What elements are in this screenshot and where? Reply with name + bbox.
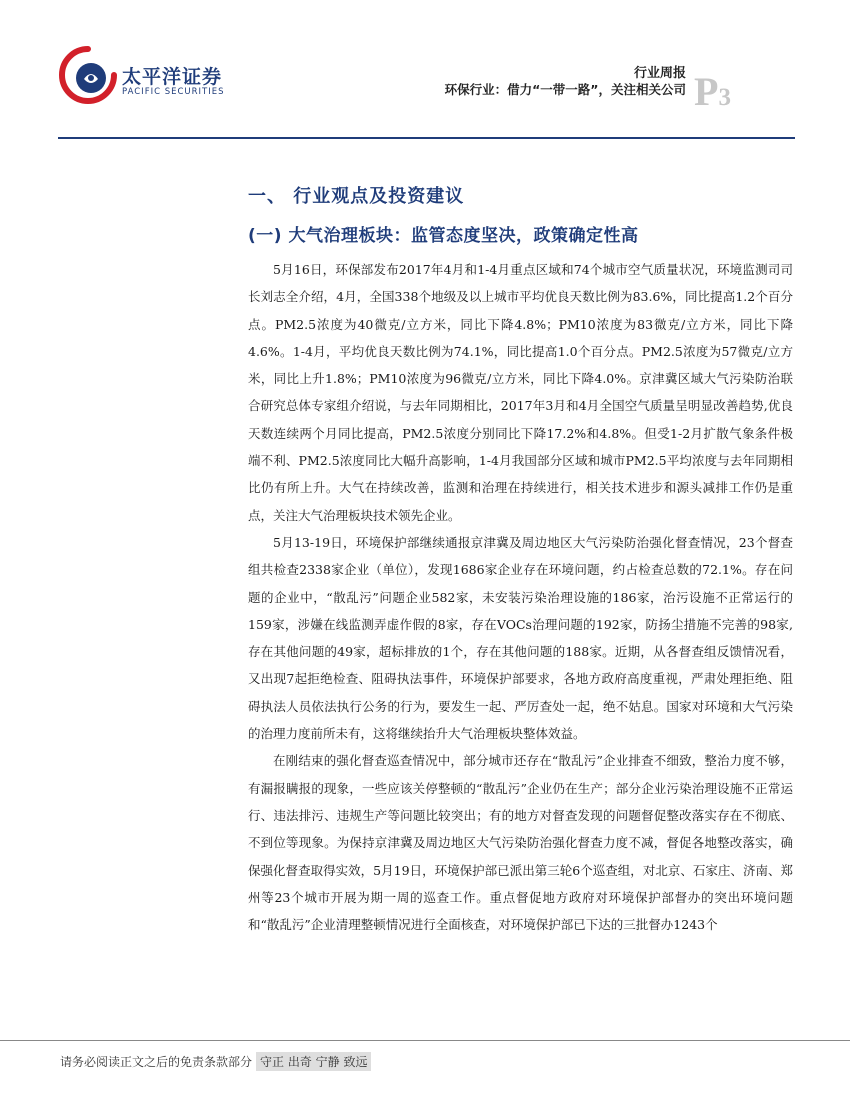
motto-badge: 守正 出奇 宁静 致远	[256, 1052, 371, 1071]
page-number	[694, 69, 731, 114]
paragraph: 在刚结束的强化督查巡查情况中，部分城市还存在“散乱污”企业排查不细致，整治力度不够，有漏报瞒报的现象，一些应该关停整顿的“散乱污”企业仍在生产；部分企业污染治理设施不正常运行、违法排污、违规生产等问题比较突出；有的地方对督查发现的问题督促整改落实存在不彻底、不到位等现象。为保持京津冀及周边地区大气污染防治强化督查力度不减，督促各地整改落实，确保强化督查取得实效，5月19日，环境保护部已派出第三轮6个巡查组，对北京、石家庄、济南、郑州等23个城市开展为期一周的巡查工作。重点督促地方政府对环境保护部督办的突出环境问题和“散乱污”企业清理整顿情况进行全面核查，对环境保护部已下达的三批督办1243个	[248, 753, 793, 933]
pacific-securities-logo-icon	[58, 45, 118, 105]
body-text	[248, 256, 793, 1036]
footer	[60, 1052, 371, 1071]
section-heading: 一、 行业观点及投资建议	[248, 186, 465, 207]
paragraph: 5月16日，环保部发布2017年4月和1-4月重点区域和74个城市空气质量状况，环境监测司司长刘志全介绍，4月，全国338个地级及以上城市平均优良天数比例为83.6%，同比提高1.2个百分点。PM2.5浓度为40微克/立方米，同比下降4.8%；PM10浓度为83微克/立方米，同比下降4.6%。1-4月，平均优良天数比例为74.1%，同比提高1.0个百分点。PM2.5浓度为57微克/立方米，同比上升1.8%；PM10浓度为96微克/立方米，同比下降4.0%。京津冀区域大气污染防治联合研究总体专家组介绍说，与去年同期相比，2017年3月和4月全国空气质量呈明显改善趋势,优良天数连续两个月同比提高，PM2.5浓度分别同比下降17.2%和4.8%。但受1-2月扩散气象条件极端不利、PM2.5浓度同比大幅升高影响，1-4月我国部分区域和城市PM2.5平均浓度与去年同期相比仍有所上升。大气在持续改善，监测和治理在持续进行，相关技术进步和源头减排工作仍是重点，关注大气治理板块技术领先企业。	[248, 262, 793, 523]
report-title: 环保行业：借力“一带一路”，关注相关公司	[444, 82, 686, 97]
page-digit: 3	[718, 84, 731, 111]
page-letter: P	[694, 69, 719, 114]
brand-name-cn: 太平洋证券	[122, 66, 223, 88]
footer-divider	[0, 1040, 850, 1041]
report-type: 行业周报	[633, 66, 686, 81]
paragraph: 5月13-19日，环境保护部继续通报京津冀及周边地区大气污染防治强化督查情况，23个督查组共检查2338家企业（单位），发现1686家企业存在环境问题，约占检查总数的72.1%。存在问题的企业中，“散乱污”问题企业582家，未安装污染治理设施的186家，治污设施不正常运行的159家，涉嫌在线监测弄虚作假的8家，存在VOCs治理问题的192家，防扬尘措施不完善的98家,存在其他问题的49家，超标排放的1个，存在其他问题的188家。近期，从各督查组反馈情况看，又出现7起拒绝检查、阻碍执法事件，环境保护部要求，各地方政府高度重视，严肃处理拒绝、阻碍执法人员依法执行公务的行为，要发生一起、严厉查处一起，绝不姑息。国家对环境和大气污染的治理力度前所未有，这将继续抬升大气治理板块整体效益。	[248, 534, 793, 742]
disclaimer-text: 请务必阅读正文之后的免责条款部分	[60, 1055, 253, 1069]
header-divider	[58, 137, 795, 139]
brand-name-en: PACIFIC SECURITIES	[122, 87, 225, 97]
subsection-heading: (一) 大气治理板块：监管态度坚决，政策确定性高	[248, 226, 639, 246]
